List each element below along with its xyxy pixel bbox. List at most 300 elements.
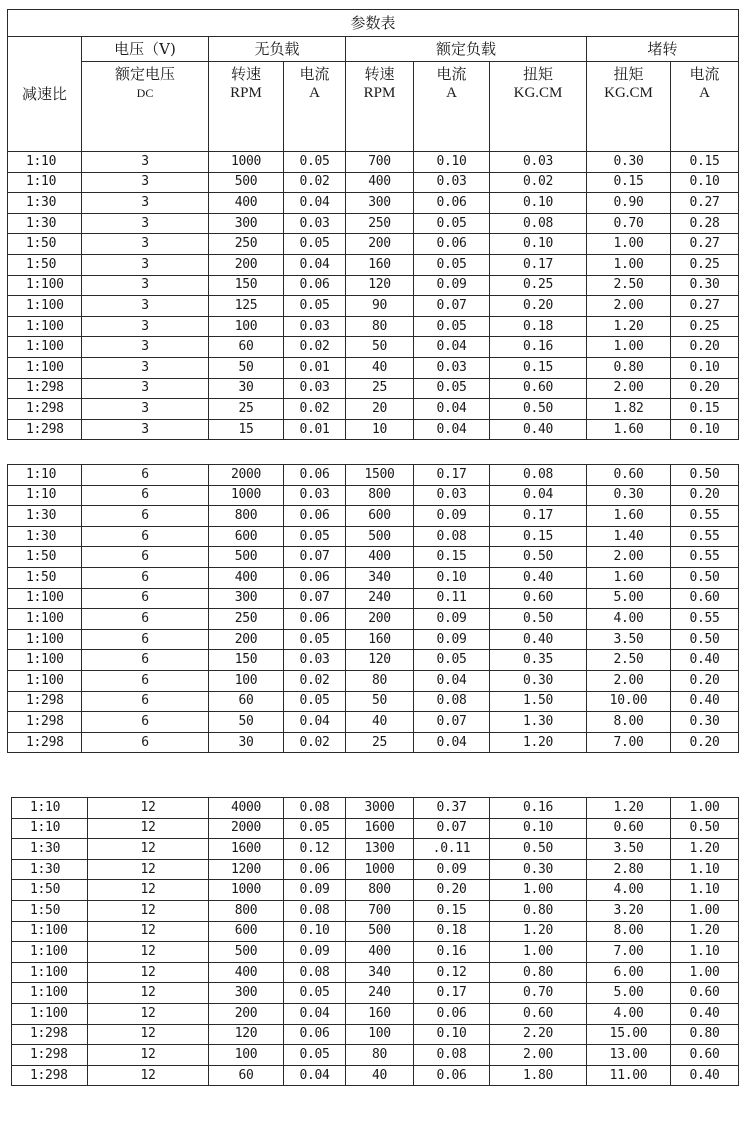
header-no-load-current-label: 电流: [299, 65, 330, 83]
cell-no-load-speed: 50: [209, 712, 284, 733]
cell-rated-speed: 400: [346, 172, 414, 193]
header-stall-current-label: 电流: [689, 65, 720, 83]
cell-stall-torque: 10.00: [587, 691, 671, 712]
cell-reduction-ratio: 1:50: [8, 567, 82, 588]
cell-no-load-current: 0.09: [284, 942, 346, 963]
cell-rated-torque: 0.50: [490, 547, 587, 568]
cell-no-load-speed: 2000: [209, 818, 284, 839]
cell-stall-torque: 11.00: [587, 1065, 671, 1086]
cell-rated-voltage: 6: [82, 485, 209, 506]
cell-rated-current: 0.17: [414, 465, 490, 486]
cell-rated-speed: 40: [346, 357, 414, 378]
table-row: [8, 234, 739, 255]
cell-stall-current: 0.15: [671, 152, 739, 173]
cell-reduction-ratio: 1:30: [8, 193, 82, 214]
cell-stall-current: 1.00: [671, 798, 739, 819]
cell-reduction-ratio: 1:30: [8, 526, 82, 547]
cell-rated-voltage: 12: [88, 942, 209, 963]
cell-no-load-current: 0.02: [284, 172, 346, 193]
header-no-load-speed-label: 转速: [230, 65, 261, 83]
table-row: [8, 275, 739, 296]
cell-stall-current: 0.50: [671, 465, 739, 486]
cell-no-load-current: 0.03: [284, 650, 346, 671]
cell-stall-torque: 2.00: [587, 547, 671, 568]
cell-stall-torque: 3.50: [587, 839, 671, 860]
cell-stall-torque: 2.50: [587, 650, 671, 671]
cell-rated-current: 0.03: [414, 485, 490, 506]
cell-stall-current: 0.20: [671, 337, 739, 358]
header-rated-current: [414, 62, 490, 152]
cell-no-load-current: 0.07: [284, 547, 346, 568]
cell-stall-current: 1.20: [671, 921, 739, 942]
cell-no-load-current: 0.04: [284, 254, 346, 275]
cell-no-load-current: 0.04: [284, 1065, 346, 1086]
cell-reduction-ratio: 1:100: [12, 962, 88, 983]
section-3v-rows: [8, 152, 739, 440]
cell-stall-torque: 0.70: [587, 213, 671, 234]
cell-rated-voltage: 3: [82, 357, 209, 378]
cell-rated-torque: 0.16: [490, 798, 587, 819]
cell-stall-torque: 6.00: [587, 962, 671, 983]
cell-rated-voltage: 12: [88, 1045, 209, 1066]
table-row: [8, 629, 739, 650]
cell-rated-torque: 0.30: [490, 670, 587, 691]
cell-stall-current: 1.20: [671, 839, 739, 860]
cell-reduction-ratio: 1:298: [12, 1045, 88, 1066]
cell-no-load-current: 0.02: [284, 732, 346, 753]
table-row: [8, 378, 739, 399]
table-row: [12, 900, 739, 921]
cell-no-load-speed: 1200: [209, 859, 284, 880]
cell-reduction-ratio: 1:298: [8, 419, 82, 440]
cell-rated-current: 0.03: [414, 357, 490, 378]
header-rated-speed-unit: RPM: [363, 85, 396, 101]
cell-no-load-current: 0.01: [284, 419, 346, 440]
cell-stall-current: 0.50: [671, 818, 739, 839]
cell-rated-voltage: 6: [82, 732, 209, 753]
cell-rated-speed: 300: [346, 193, 414, 214]
cell-rated-current: 0.06: [414, 1065, 490, 1086]
cell-stall-torque: 1.20: [587, 316, 671, 337]
header-rated-voltage-unit: DC: [136, 86, 154, 100]
cell-reduction-ratio: 1:100: [8, 629, 82, 650]
cell-no-load-current: 0.05: [284, 1045, 346, 1066]
cell-stall-current: 0.80: [671, 1024, 739, 1045]
table-row: [8, 419, 739, 440]
cell-stall-current: 0.10: [671, 172, 739, 193]
cell-rated-current: 0.15: [414, 900, 490, 921]
cell-rated-speed: 700: [346, 152, 414, 173]
cell-rated-torque: 2.20: [490, 1024, 587, 1045]
cell-no-load-speed: 600: [209, 921, 284, 942]
table-title: 参数表: [8, 10, 739, 37]
cell-stall-current: 1.00: [671, 900, 739, 921]
cell-stall-torque: 8.00: [587, 712, 671, 733]
cell-rated-current: 0.08: [414, 691, 490, 712]
cell-rated-speed: 400: [346, 547, 414, 568]
cell-stall-torque: 3.50: [587, 629, 671, 650]
cell-no-load-speed: 60: [209, 691, 284, 712]
cell-rated-voltage: 3: [82, 275, 209, 296]
cell-rated-torque: 0.40: [490, 419, 587, 440]
cell-rated-speed: 1000: [346, 859, 414, 880]
cell-stall-torque: 4.00: [587, 880, 671, 901]
cell-stall-current: 0.25: [671, 254, 739, 275]
header-stall-group: 堵转: [587, 37, 739, 62]
table-row: [8, 172, 739, 193]
cell-no-load-current: 0.04: [284, 712, 346, 733]
cell-no-load-speed: 250: [209, 609, 284, 630]
cell-rated-torque: 1.80: [490, 1065, 587, 1086]
cell-no-load-current: 0.02: [284, 399, 346, 420]
cell-reduction-ratio: 1:10: [12, 818, 88, 839]
cell-no-load-speed: 50: [209, 357, 284, 378]
cell-reduction-ratio: 1:100: [12, 983, 88, 1004]
cell-reduction-ratio: 1:100: [8, 316, 82, 337]
cell-reduction-ratio: 1:10: [8, 485, 82, 506]
cell-rated-speed: 40: [346, 1065, 414, 1086]
cell-rated-torque: 0.08: [490, 213, 587, 234]
cell-no-load-current: 0.10: [284, 921, 346, 942]
cell-rated-speed: 1500: [346, 465, 414, 486]
cell-rated-voltage: 3: [82, 316, 209, 337]
cell-rated-current: 0.04: [414, 399, 490, 420]
cell-rated-voltage: 3: [82, 337, 209, 358]
cell-rated-current: 0.05: [414, 213, 490, 234]
cell-rated-current: 0.04: [414, 670, 490, 691]
cell-rated-speed: 10: [346, 419, 414, 440]
cell-stall-torque: 1.82: [587, 399, 671, 420]
cell-rated-torque: 0.60: [490, 378, 587, 399]
cell-stall-current: 0.27: [671, 234, 739, 255]
cell-rated-voltage: 12: [88, 1065, 209, 1086]
cell-no-load-current: 0.06: [284, 465, 346, 486]
cell-reduction-ratio: 1:10: [8, 172, 82, 193]
cell-reduction-ratio: 1:30: [8, 506, 82, 527]
cell-rated-current: 0.17: [414, 983, 490, 1004]
cell-no-load-speed: 300: [209, 213, 284, 234]
header-rated-torque-unit: KG.CM: [513, 85, 563, 101]
cell-no-load-speed: 30: [209, 378, 284, 399]
cell-rated-current: 0.07: [414, 296, 490, 317]
cell-reduction-ratio: 1:50: [8, 254, 82, 275]
cell-reduction-ratio: 1:298: [12, 1024, 88, 1045]
header-stall-current-unit: A: [699, 85, 710, 101]
header-reduction-ratio: 减速比: [8, 37, 82, 152]
cell-no-load-current: 0.05: [284, 818, 346, 839]
cell-no-load-current: 0.02: [284, 337, 346, 358]
cell-rated-voltage: 6: [82, 712, 209, 733]
cell-reduction-ratio: 1:100: [8, 296, 82, 317]
cell-stall-torque: 2.80: [587, 859, 671, 880]
cell-rated-torque: 0.02: [490, 172, 587, 193]
cell-no-load-speed: 300: [209, 588, 284, 609]
cell-no-load-current: 0.05: [284, 296, 346, 317]
cell-stall-current: 0.50: [671, 567, 739, 588]
cell-rated-speed: 250: [346, 213, 414, 234]
cell-rated-speed: 25: [346, 732, 414, 753]
cell-stall-current: 1.10: [671, 942, 739, 963]
cell-rated-current: 0.05: [414, 254, 490, 275]
cell-stall-current: 0.60: [671, 1045, 739, 1066]
cell-stall-current: 0.25: [671, 316, 739, 337]
table-row: [8, 588, 739, 609]
cell-stall-current: 0.60: [671, 588, 739, 609]
cell-reduction-ratio: 1:298: [8, 732, 82, 753]
cell-rated-torque: 0.03: [490, 152, 587, 173]
cell-rated-torque: 0.50: [490, 609, 587, 630]
cell-no-load-speed: 4000: [209, 798, 284, 819]
cell-rated-current: 0.20: [414, 880, 490, 901]
header-rated-torque: [490, 62, 587, 152]
header-rated-current-label: 电流: [436, 65, 467, 83]
cell-reduction-ratio: 1:298: [8, 712, 82, 733]
cell-no-load-speed: 1000: [209, 880, 284, 901]
cell-rated-voltage: 3: [82, 172, 209, 193]
table-row: [8, 193, 739, 214]
cell-rated-torque: 0.50: [490, 399, 587, 420]
cell-rated-speed: 500: [346, 526, 414, 547]
cell-no-load-current: 0.06: [284, 506, 346, 527]
cell-rated-torque: 0.10: [490, 234, 587, 255]
cell-no-load-current: 0.08: [284, 962, 346, 983]
cell-no-load-speed: 30: [209, 732, 284, 753]
cell-rated-torque: 0.70: [490, 983, 587, 1004]
parameter-table-12v: [11, 797, 739, 1086]
cell-rated-current: 0.18: [414, 921, 490, 942]
cell-reduction-ratio: 1:50: [8, 234, 82, 255]
cell-rated-voltage: 3: [82, 213, 209, 234]
cell-rated-current: 0.10: [414, 567, 490, 588]
cell-stall-torque: 1.00: [587, 254, 671, 275]
cell-rated-speed: 3000: [346, 798, 414, 819]
cell-rated-torque: 0.25: [490, 275, 587, 296]
cell-no-load-speed: 300: [209, 983, 284, 1004]
cell-rated-current: 0.10: [414, 152, 490, 173]
table-row: [12, 983, 739, 1004]
cell-rated-current: 0.37: [414, 798, 490, 819]
cell-rated-voltage: 3: [82, 234, 209, 255]
cell-no-load-current: 0.04: [284, 1003, 346, 1024]
cell-stall-torque: 0.30: [587, 485, 671, 506]
cell-rated-voltage: 3: [82, 296, 209, 317]
header-rated-load-group: 额定负载: [346, 37, 587, 62]
cell-stall-current: 0.10: [671, 357, 739, 378]
cell-rated-speed: 120: [346, 650, 414, 671]
table-row: [12, 839, 739, 860]
cell-rated-current: 0.12: [414, 962, 490, 983]
cell-no-load-speed: 100: [209, 670, 284, 691]
cell-stall-torque: 2.00: [587, 670, 671, 691]
cell-no-load-speed: 100: [209, 316, 284, 337]
cell-rated-voltage: 6: [82, 547, 209, 568]
cell-no-load-current: 0.03: [284, 485, 346, 506]
header-stall-torque-label: 扭矩: [613, 65, 644, 83]
header-rated-speed-label: 转速: [364, 65, 395, 83]
header-stall-torque: [587, 62, 671, 152]
cell-rated-current: 0.05: [414, 378, 490, 399]
section-6v-rows: [8, 465, 739, 753]
cell-no-load-current: 0.03: [284, 378, 346, 399]
cell-stall-torque: 1.40: [587, 526, 671, 547]
cell-rated-current: 0.07: [414, 818, 490, 839]
cell-reduction-ratio: 1:298: [8, 399, 82, 420]
table-row: [8, 526, 739, 547]
cell-stall-torque: 5.00: [587, 983, 671, 1004]
cell-no-load-current: 0.12: [284, 839, 346, 860]
cell-stall-torque: 0.60: [587, 818, 671, 839]
cell-stall-current: 0.20: [671, 378, 739, 399]
cell-rated-voltage: 6: [82, 609, 209, 630]
cell-stall-current: 0.40: [671, 1065, 739, 1086]
cell-rated-speed: 1300: [346, 839, 414, 860]
cell-rated-voltage: 6: [82, 650, 209, 671]
header-no-load-speed-unit: RPM: [230, 85, 262, 101]
parameter-table-3v: [7, 9, 739, 440]
cell-reduction-ratio: 1:298: [12, 1065, 88, 1086]
cell-rated-speed: 800: [346, 880, 414, 901]
cell-stall-torque: 1.00: [587, 337, 671, 358]
cell-reduction-ratio: 1:10: [8, 465, 82, 486]
cell-rated-voltage: 12: [88, 1003, 209, 1024]
table-row: [8, 691, 739, 712]
cell-no-load-current: 0.07: [284, 588, 346, 609]
cell-no-load-speed: 25: [209, 399, 284, 420]
header-stall-torque-unit: KG.CM: [604, 85, 653, 101]
cell-no-load-speed: 200: [209, 1003, 284, 1024]
cell-rated-speed: 100: [346, 1024, 414, 1045]
cell-stall-torque: 1.00: [587, 234, 671, 255]
table-row: [12, 798, 739, 819]
cell-stall-current: 0.28: [671, 213, 739, 234]
cell-rated-current: 0.04: [414, 419, 490, 440]
cell-reduction-ratio: 1:50: [12, 900, 88, 921]
cell-rated-torque: 1.20: [490, 732, 587, 753]
cell-no-load-speed: 500: [209, 172, 284, 193]
cell-rated-current: 0.08: [414, 1045, 490, 1066]
cell-rated-speed: 50: [346, 337, 414, 358]
cell-rated-voltage: 12: [88, 983, 209, 1004]
cell-stall-torque: 5.00: [587, 588, 671, 609]
cell-reduction-ratio: 1:30: [12, 839, 88, 860]
cell-no-load-current: 0.05: [284, 526, 346, 547]
cell-stall-current: 0.20: [671, 732, 739, 753]
cell-no-load-speed: 150: [209, 275, 284, 296]
table-row: [8, 316, 739, 337]
cell-stall-current: 1.10: [671, 859, 739, 880]
table-row: [8, 465, 739, 486]
cell-reduction-ratio: 1:298: [8, 691, 82, 712]
cell-rated-voltage: 12: [88, 1024, 209, 1045]
cell-reduction-ratio: 1:30: [12, 859, 88, 880]
table-row: [8, 213, 739, 234]
table-row: [8, 296, 739, 317]
cell-no-load-current: 0.09: [284, 880, 346, 901]
cell-stall-current: 0.40: [671, 1003, 739, 1024]
table-row: [8, 337, 739, 358]
cell-rated-torque: 1.00: [490, 880, 587, 901]
cell-no-load-current: 0.06: [284, 567, 346, 588]
cell-stall-current: 0.30: [671, 712, 739, 733]
cell-reduction-ratio: 1:10: [8, 152, 82, 173]
parameter-table-6v: [7, 464, 739, 753]
cell-no-load-current: 0.06: [284, 275, 346, 296]
table-row: [12, 880, 739, 901]
cell-no-load-speed: 800: [209, 900, 284, 921]
cell-stall-current: 0.55: [671, 506, 739, 527]
table-row: [8, 712, 739, 733]
cell-stall-torque: 8.00: [587, 921, 671, 942]
cell-no-load-current: 0.05: [284, 234, 346, 255]
cell-rated-speed: 160: [346, 629, 414, 650]
cell-no-load-current: 0.03: [284, 213, 346, 234]
cell-rated-speed: 1600: [346, 818, 414, 839]
cell-rated-speed: 80: [346, 1045, 414, 1066]
cell-no-load-current: 0.06: [284, 609, 346, 630]
cell-reduction-ratio: 1:100: [8, 650, 82, 671]
cell-rated-speed: 500: [346, 921, 414, 942]
cell-rated-torque: 0.50: [490, 839, 587, 860]
cell-stall-current: 0.15: [671, 399, 739, 420]
cell-rated-torque: 0.30: [490, 859, 587, 880]
cell-no-load-speed: 15: [209, 419, 284, 440]
cell-stall-torque: 1.20: [587, 798, 671, 819]
table-row: [12, 962, 739, 983]
cell-rated-torque: 2.00: [490, 1045, 587, 1066]
cell-stall-current: 0.40: [671, 691, 739, 712]
table-row: [8, 506, 739, 527]
cell-no-load-speed: 600: [209, 526, 284, 547]
table-row: [12, 1024, 739, 1045]
table-row: [8, 567, 739, 588]
cell-no-load-current: 0.06: [284, 1024, 346, 1045]
table-row: [8, 357, 739, 378]
cell-rated-current: 0.04: [414, 337, 490, 358]
cell-rated-speed: 160: [346, 254, 414, 275]
cell-no-load-speed: 1600: [209, 839, 284, 860]
cell-no-load-current: 0.06: [284, 859, 346, 880]
cell-rated-voltage: 6: [82, 465, 209, 486]
header-rated-voltage-label: 额定电压: [114, 65, 175, 83]
cell-rated-speed: 200: [346, 234, 414, 255]
cell-no-load-current: 0.04: [284, 193, 346, 214]
cell-stall-torque: 1.60: [587, 567, 671, 588]
header-no-load-group: 无负载: [209, 37, 346, 62]
cell-rated-torque: 0.40: [490, 629, 587, 650]
cell-rated-current: 0.15: [414, 547, 490, 568]
cell-rated-current: 0.09: [414, 629, 490, 650]
cell-rated-speed: 200: [346, 609, 414, 630]
cell-no-load-speed: 500: [209, 547, 284, 568]
cell-rated-torque: 0.80: [490, 962, 587, 983]
cell-rated-torque: 0.60: [490, 1003, 587, 1024]
table-row: [8, 485, 739, 506]
cell-rated-torque: 0.35: [490, 650, 587, 671]
table-row: [12, 859, 739, 880]
cell-rated-speed: 20: [346, 399, 414, 420]
cell-stall-torque: 3.20: [587, 900, 671, 921]
cell-stall-current: 0.10: [671, 419, 739, 440]
cell-stall-torque: 1.60: [587, 419, 671, 440]
cell-reduction-ratio: 1:100: [12, 1003, 88, 1024]
cell-no-load-speed: 250: [209, 234, 284, 255]
cell-rated-speed: 240: [346, 983, 414, 1004]
table-row: [8, 670, 739, 691]
table-row: [8, 650, 739, 671]
cell-rated-torque: 0.04: [490, 485, 587, 506]
cell-rated-voltage: 3: [82, 254, 209, 275]
cell-no-load-speed: 120: [209, 1024, 284, 1045]
